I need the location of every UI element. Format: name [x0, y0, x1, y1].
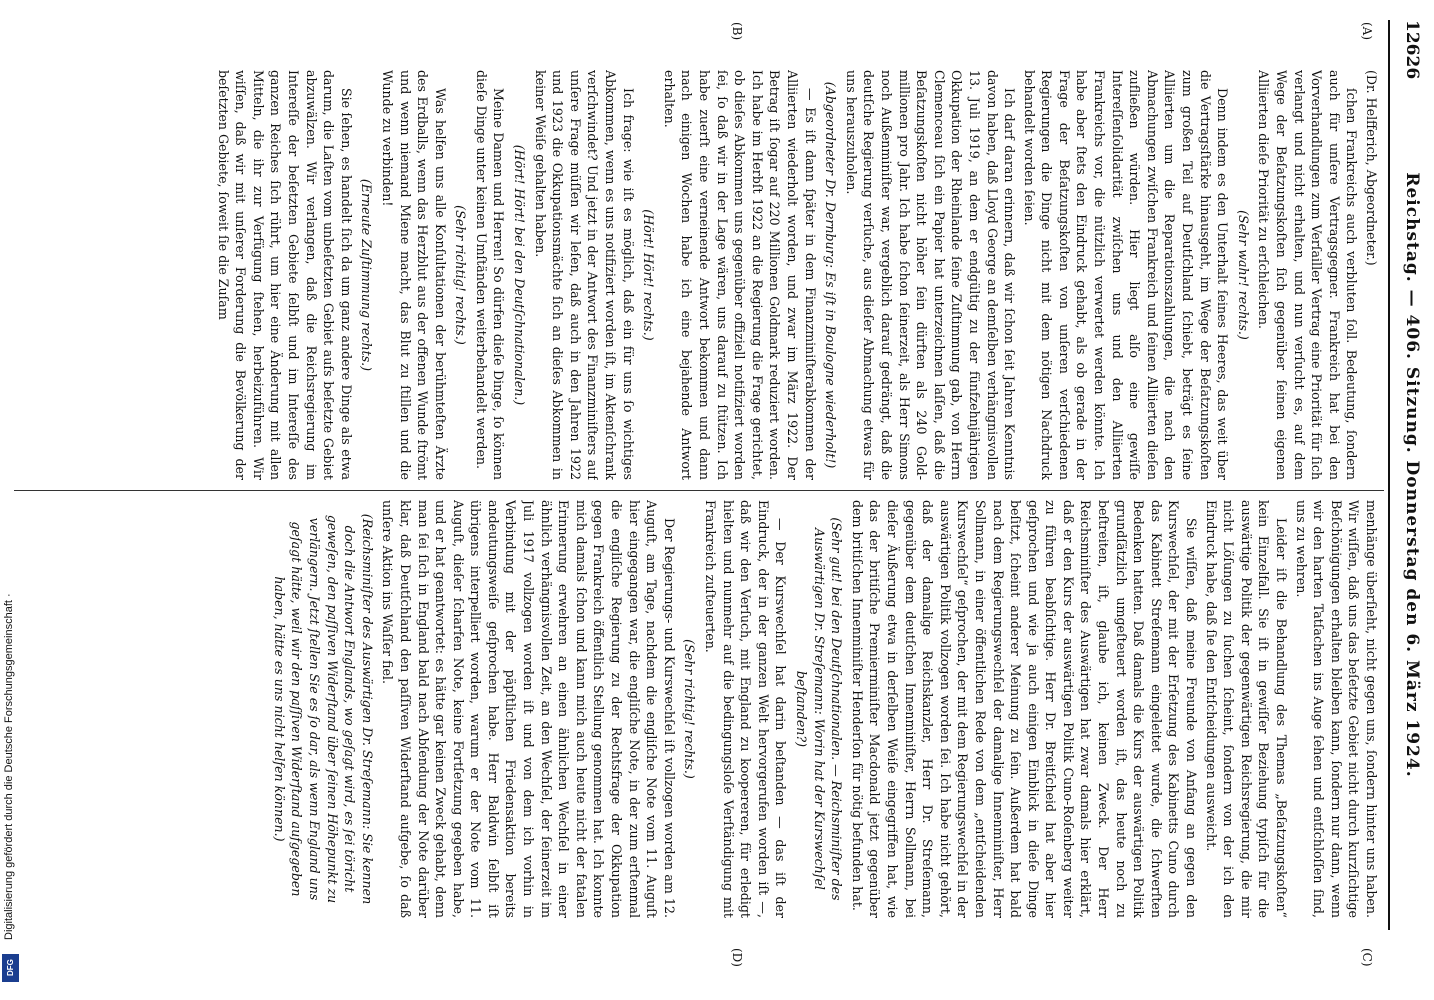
paragraph: — Der Kurswechſel hat darin beſtanden — das iſt der Eindruck, der in der ganzen Welt hervorgerufen worden iſt —, daß wir den Verſuch, mit England zu koopereren, für erledigt hielten und nunmehr auf die bedingungsloſe Verſtändigung mit Frankreich zuſteuerten.: [703, 500, 789, 918]
margin-mark-a: (A): [1360, 22, 1374, 41]
interjection: (Sehr gut! bei den Deutſchnationalen. — Reichsminiſter des Auswärtigen Dr. Streſemann: Worin hat der Kurswechſel beſtanden?): [794, 517, 845, 901]
page-number: 12626: [1402, 20, 1422, 80]
header-rule: [1388, 20, 1390, 930]
paragraph: — Es iſt dann ſpäter in dem Finanzminiſterabkommen der Alliierten wiederholt worden, und zwar im März 1922. Der Betrag iſt ſogar auf 220 Millionen Goldmark reduziert worden. Ich habe im Herbſt 1922 an die Regierung die Frage gerichtet, ob dieſes Abkommen uns gegenüber offiziell notifiziert worden ſei, ſo daß wir in der Lage wären, uns darauf zu ſtützen. Ich habe zuerſt eine verneinende Antwort bekommen und dann nach einigen Wochen habe ich eine bejahende Antwort erhalten.: [661, 70, 818, 480]
margin-mark-d: (D): [730, 948, 744, 967]
margin-mark-c: (C): [1360, 948, 1374, 967]
paragraph: menhänge überſieht, nicht gegen uns, ſondern hinter uns haben. Wir wiſſen, daß uns das beſetzte Gebiet nicht durch kurzſichtige Beſchönigungen erhalten bleiben kann, ſondern nur dann, wenn wir den harten Tatſachen ins Auge ſehen und entſchloſſen ſind, uns zu wehren.: [1293, 500, 1379, 918]
margin-mark-b: (B): [730, 22, 744, 41]
interjection: (Sehr richtig! rechts.): [682, 639, 698, 779]
digitization-credit: [0, 0, 22, 1000]
paragraph: Denn indem es den Unterhalt ſeines Heeres, das weit über die Vertragsſtärke hinausgeht, im Wege der Beſatzungskoſten zum großen Teil auf Deutſchland ſchiebt, beträgt es ſeine Alliierten um die Reparationszahlungen, die nach den Abmachungen zwiſchen Frankreich und ſeinen Alliierten dieſen zufließen würden. Hier liegt alſo eine gewiſſe Intereſſenſolidarität zwiſchen uns und den Alliierten Frankreichs vor, die nützlich verwertet werden könnte. Ich habe aber ſtets den Eindruck gehabt, als ob gerade in der Frage der Beſatzungskoſten von unſeren verſchiedenen Regierungen die Dinge nicht mit dem nötigen Nachdruck behandelt worden ſeien.: [1021, 70, 1231, 480]
interjection: (Reichsminiſter des Auswärtigen Dr. Streſemann: Sie kennen doch die Antwort Englands, wo geſagt wird, es ſei töricht geweſen, den paſſiven Widerſtand über ſeinen Höhepunkt zu verlängern. Jetzt ſtellen Sie es ſo dar, als wenn England uns geſagt hätte, weil wir den paſſiven Widerſtand aufgegeben haben, hätte es uns nicht helfen können.): [271, 513, 375, 905]
interjection: (Sehr richtig! rechts.): [453, 205, 469, 345]
paragraph: Sie wiſſen, daß meine Freunde von Anfang an gegen den Kurswechſel, der mit der Erſetzung des Kabinetts Cuno durch das Kabinett Streſemann eingeleitet wurde, die ſchwerſten Bedenken hatten. Daß damals die Kurs der auswärtigen Politik grundſätzlich umgeſteuert worden iſt, das heute noch zu beſtreiten, iſt, glaube ich, keinen Zweck. Der Herr Reichsminiſter des Auswärtigen hat zwar damals hier erklärt, daß er den Kurs der auswärtigen Politik Cuno-Roſenberg weiter zu führen beabſichtige. Herr Dr. Breitſcheid hat aber hier geſprochen und wie ja auch einigen Einblick in dieſe Dinge beſitzt, ſcheint anderer Meinung zu ſein. Außerdem hat bald nach dem Regierungswechſel der damalige Innenminiſter, Herr Sollmann, in einer öffentlichen Rede von dem „entſcheidenden Kurswechſel“ geſprochen, der mit dem Regierungswechſel in der auswärtigen Politik vollzogen worden ſei. Ich habe nicht gehört, daß der damalige Reichskanzler, Herr Dr. Streſemann, gegenüber dem deutſchen Innenminiſter, Herrn Sollmann, bei dieſer Äußerung etwa in derſelben Weiſe eingegriffen hat, wie das der britiſche Premierminiſter Macdonald jetzt gegenüber dem britiſchen Innenminiſter Henderſon für nötig befunden hat.: [849, 500, 1200, 918]
paragraph: Ich frage: wie iſt es möglich, daß ein für uns ſo wichtiges Abkommen, wenn es uns notifiziert worden iſt, im Aktenſchrank verſchwindet? Und jetzt in der Antwort des Finanzminiſters auf unſere Frage müſſen wir leſen, daß auch in den Jahren 1922 und 1923 die Okkupationsmächte ſich an dieſes Abkommen in keiner Weiſe gehalten haben.: [532, 70, 636, 480]
interjection: (Abgeordneter Dr. Dernburg: Es iſt in Boulogne wiederholt!): [823, 81, 839, 469]
dfg-logo: DFG: [2, 954, 19, 982]
paragraph: Der Regierungs- und Kurswechſel iſt vollzogen worden am 12. Auguſt, am Tage, nachdem die engliſche Note vom 11. Auguſt hier eingegangen war, die engliſche Note, in der zum erſtenmal die engliſche Regierung zu der Rechtsfrage der Okkupation gegen Frankreich öffentlich Stellung genommen hat. Ich konnte mich damals ſchon und kann mich auch heute nicht der fatalen Erinnerung erwehren an einen ähnlichen Wechſel in einer ähnlich verhängnisvollen Zeit, an den Wechſel, der ſeinerzeit im Juli 1917 vollzogen worden iſt und von dem ich vorhin in Verbindung mit der päpſtlichen Friedensaktion bereits andeutungsweiſe geſprochen habe. Herr Baldwin ſelbſt iſt übrigens interpelliert worden, warum er der Note vom 11. Auguſt, dieſer ſcharfen Note, keine Fortſetzung gegeben habe, und er hat geantwortet: es hätte gar keinen Zweck gehabt, denn man ſei ſich in England bald nach Abſendung der Note darüber klar, daß Deutſchland den paſſiven Widerſtand aufgebe, ſo daß unſere Aktion ins Waſſer fiel.: [380, 500, 677, 918]
page-title: Reichstag. — 406. Sitzung. Donnerstag den 6. März 1924.: [1402, 172, 1422, 778]
paragraph: ſchen Frankreichs auch verbluten ſoll. Bedeutung, ſondern auch für unſere Vertragsgegner. Frankreich hat bei den Vorverhandlungen zum Verſailler Vertrag eine Priorität für ſich verlangt und nicht erhalten, und nun verſucht es, auf dem Wege der Beſatzungskoſten ſich gegenüber ſeinen eigenen Alliierten dieſe Priorität zu erſchleichen.: [1256, 70, 1360, 480]
column-divider: [14, 490, 1384, 491]
left-column: [14, 70, 1380, 480]
interjection: (Hört! Hört! bei den Deutſchnationalen.): [512, 144, 528, 406]
paragraph: Sie ſehen, es handelt ſich da um ganz andere Dinge als etwa darum, die Laſten vom unbeſetzten Gebiet aufs beſetzte Gebiet abzuwälzen. Wir verlangen, daß die Reichsregierung im Intereſſe der beſetzten Gebiete ſelbſt und im Intereſſe des ganzen Reiches ſich rührt, um hier eine Änderung mit allen Mitteln, die ihr zur Verfügung ſtehen, herbeizuführen. Wir wiſſen, daß wir mit unſerer Forderung die Bevölkerung der beſetzten Gebiete, ſoweit ſie die Zuſam: [215, 70, 354, 480]
right-column: [14, 500, 1380, 918]
paragraph: Meine Damen und Herren! So dürfen dieſe Dinge, ſo können dieſe Dinge unter keinen Umſtänden weiterbehandelt werden.: [473, 70, 507, 480]
page-header: [1394, 20, 1424, 930]
paragraph: Was helfen uns alle Konſultationen der berühmteſten Ärzte des Erdballs, wenn das Herzblut aus der offenen Wunde ſtrömt und wenn niemand Miene macht, das Blut zu ſtillen und die Wunde zu verbinden!: [379, 70, 448, 480]
interjection: (Erneute Zuſtimmung rechts.): [359, 178, 375, 372]
paragraph: Leider iſt die Behandlung des Themas „Beſatzungskoſten“ kein Einzelfall. Sie iſt in gewiſſer Beziehung typiſch für die auswärtige Politik der gegenwärtigen Reichsregierung, die mir nicht Löſungen zu ſuchen ſcheint, ſondern von der ich den Eindruck habe, daß ſie den Entſcheidungen ausweicht.: [1203, 500, 1290, 918]
paragraph: Ich darf daran erinnern, daß wir ſchon ſeit Jahren Kenntnis davon haben, daß Lloyd George an demſelben verhängnisvollen 13. Juli 1919, an dem er endgültig zu der fünfzehnjährigen Okkupation der Rheinlande ſeine Zuſtimmung gab, von Herrn Clemenceau ſich ein Papier hat unterzeichnen laſſen, daß die Beſatzungskoſten nicht höher ſein dürften als 240 Goldmillionen pro Jahr. Ich habe ſchon ſeinerzeit, als Herr Simons noch Außenminiſter war, vergeblich darauf gedrängt, daß die deutſche Regierung verſuche, aus dieſer Abmachung etwas für uns herauszuholen.: [843, 70, 1018, 480]
paragraph: (Dr. Helfferich, Abgeordneter.): [1364, 70, 1379, 266]
interjection: (Sehr wahr! rechts.): [1235, 210, 1251, 340]
credit-text: Digitalisierung gefördert durch die Deutsche Forschungsgemeinschaft ·: [3, 593, 15, 940]
interjection: (Hört! Hört! rechts.): [641, 209, 657, 341]
